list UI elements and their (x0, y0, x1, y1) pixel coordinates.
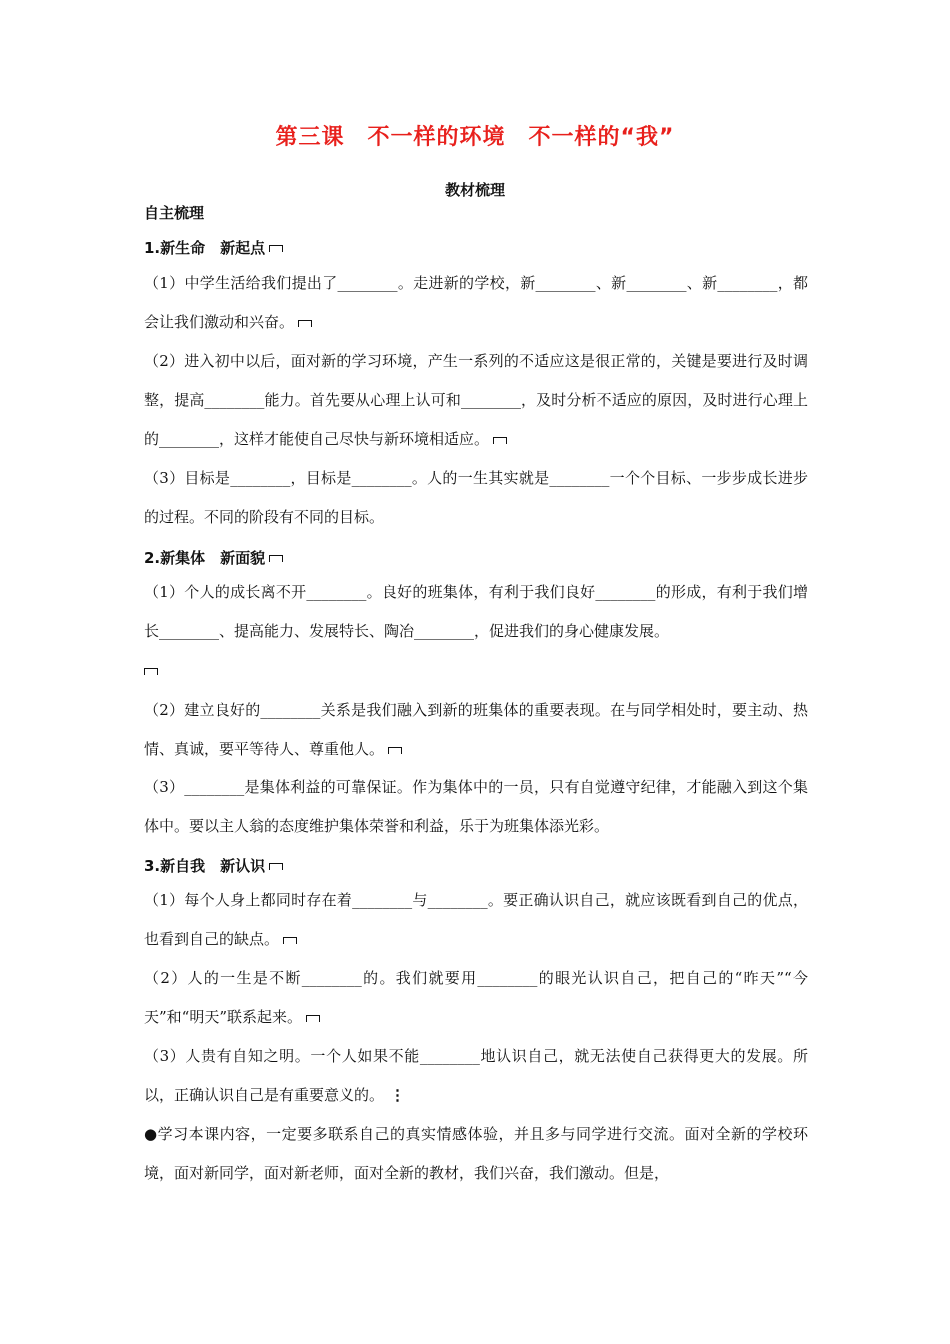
paragraph-text: （2）建立良好的________关系是我们融入到新的班集体的重要表现。在与同学相处时，要主动、热情、真诚，要平等待人、尊重他人。 (144, 701, 808, 758)
lesson-title: 第三课 不一样的环境 不一样的“我” (275, 125, 675, 150)
bracket-icon (283, 937, 297, 944)
heading-text: 1.新生命 新起点 (144, 239, 266, 257)
ellipsis-mark: ⋮ (390, 1086, 406, 1104)
paragraph-text: （3）人贵有自知之明。一个人如果不能________地认识自己，就无法使自己获得更大的发展。所以，正确认识自己是有重要意义的。 (144, 1047, 808, 1104)
heading-new-self (144, 855, 283, 876)
paragraph-text: （1）中学生活给我们提出了________。走进新的学校，新________、新________、新________，都会让我们激动和兴奋。 (144, 274, 808, 331)
bracket-icon (493, 437, 507, 444)
paragraph-text: （2）人的一生是不断________的。我们就要用________的眼光认识自己，把自己的“昨天”“今天”和“明天”联系起来。 (144, 969, 808, 1026)
paragraph-3-1 (144, 881, 808, 959)
heading-text: 3.新自我 新认识 (144, 857, 266, 875)
paragraph-text: （3）目标是________，目标是________。人的一生其实就是________一个个目标、一步步成长进步的过程。不同的阶段有不同的目标。 (144, 469, 808, 526)
paragraph-1-3 (144, 459, 808, 537)
bracket-icon (269, 245, 283, 252)
bracket-icon (269, 555, 283, 562)
paragraph-text: ●学习本课内容，一定要多联系自己的真实情感体验，并且多与同学进行交流。面对全新的学校环境，面对新同学，面对新老师，面对全新的教材，我们兴奋，我们激动。但是， (144, 1125, 808, 1182)
paragraph-2-2 (144, 691, 808, 769)
paragraph-1-1 (144, 264, 808, 342)
section-heading: 自主梳理 (144, 204, 205, 222)
heading-text: 2.新集体 新面貌 (144, 549, 266, 567)
heading-new-life (144, 237, 283, 258)
bracket-icon (388, 747, 402, 754)
paragraph-text: （3）________是集体利益的可靠保证。作为集体中的一员，只有自觉遵守纪律，才能融入到这个集体中。要以主人翁的态度维护集体荣誉和利益，乐于为班集体添光彩。 (144, 778, 808, 835)
bracket-icon (144, 668, 158, 675)
bracket-icon (298, 320, 312, 327)
paragraph-3-2 (144, 959, 808, 1037)
paragraph-1-2 (144, 342, 808, 459)
bracket-icon (269, 863, 283, 870)
paragraph-text: （1）个人的成长离不开________。良好的班集体，有利于我们良好________的形成，有利于我们增长________、提高能力、发展特长、陶冶________，促进我们的身心健康发展。 (144, 583, 808, 640)
paragraph-3-3 (144, 1037, 808, 1115)
bracket-icon (306, 1015, 320, 1022)
paragraph-2-3 (144, 768, 808, 846)
paragraph-2-1 (144, 573, 808, 690)
heading-new-collective (144, 547, 283, 568)
study-tip-paragraph (144, 1115, 808, 1193)
subtitle: 教材梳理 (444, 181, 505, 199)
paragraph-text: （2）进入初中以后，面对新的学习环境，产生一系列的不适应这是很正常的，关键是要进行及时调整，提高________能力。首先要从心理上认可和________，及时分析不适应的原因，及时进行心理上的________，这样才能使自己尽快与新环境相适应。 (144, 352, 808, 448)
paragraph-text: （1）每个人身上都同时存在着________与________。要正确认识自己，就应该既看到自己的优点，也看到自己的缺点。 (144, 891, 808, 948)
